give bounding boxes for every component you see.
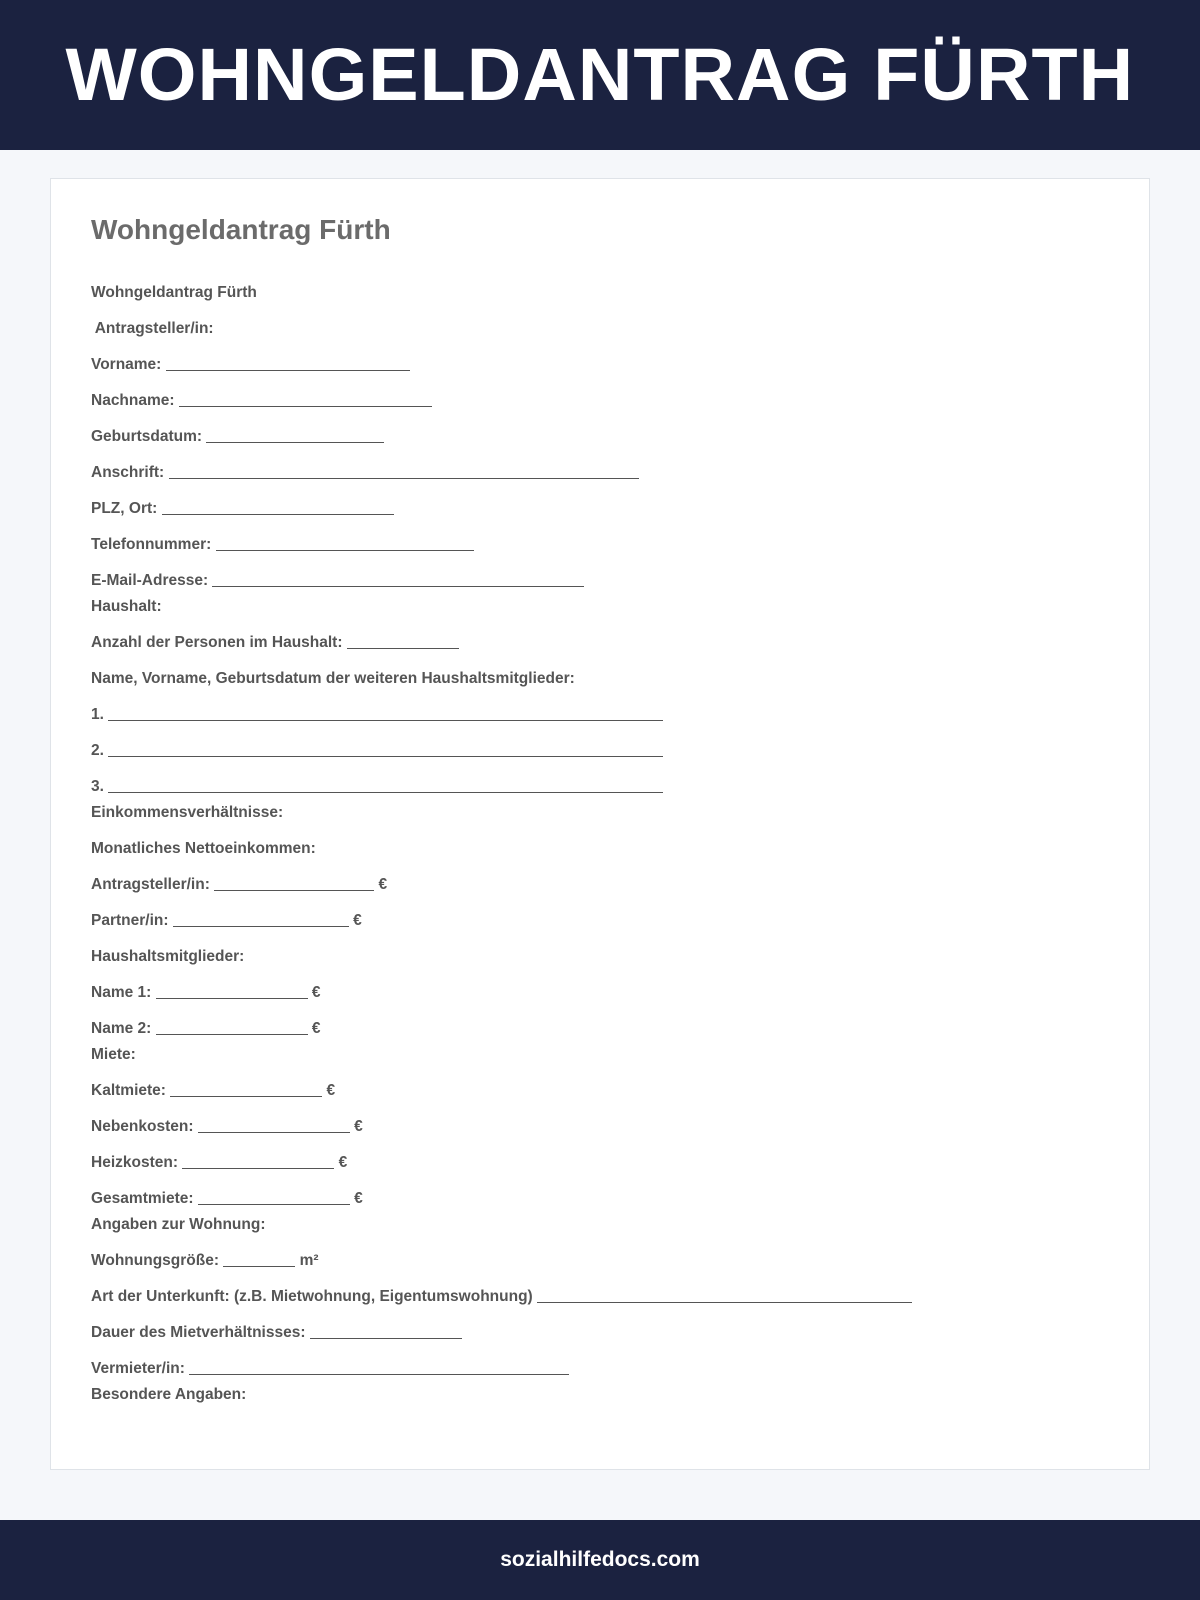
field-member-1-write-in-rule[interactable] [108, 705, 663, 721]
section-household-label: Haushalt: [91, 597, 162, 615]
field-anzahl-personen-label: Anzahl der Personen im Haushalt: [91, 633, 347, 651]
field-email [91, 568, 1109, 594]
field-income-applicant-write-in-rule[interactable] [214, 875, 374, 891]
form-heading: Wohngeldantrag Fürth [91, 283, 257, 301]
field-income-name-2-write-in-rule[interactable] [156, 1019, 308, 1035]
field-member-1 [91, 702, 1109, 728]
field-telefonnummer [91, 532, 1109, 558]
section-applicant [91, 316, 1109, 342]
field-gesamtmiete-unit: € [349, 1189, 363, 1207]
label-members [91, 666, 1109, 692]
field-vorname [91, 352, 1109, 378]
field-telefonnummer-label: Telefonnummer: [91, 535, 216, 553]
field-anschrift-label: Anschrift: [91, 463, 169, 481]
field-nebenkosten-write-in-rule[interactable] [198, 1117, 350, 1133]
field-kaltmiete-unit: € [322, 1081, 336, 1099]
field-dauer-miete [91, 1320, 1109, 1346]
field-art-unterkunft-write-in-rule[interactable] [537, 1287, 912, 1303]
label-net-income-label: Monatliches Nettoeinkommen: [91, 839, 316, 857]
field-anschrift [91, 460, 1109, 486]
field-geburtsdatum [91, 424, 1109, 450]
document-card [50, 178, 1150, 1470]
page-header-title: WOHNGELDANTRAG FÜRTH [65, 33, 1135, 116]
field-anzahl-personen [91, 630, 1109, 656]
field-kaltmiete-label: Kaltmiete: [91, 1081, 171, 1099]
document-title: Wohngeldantrag Fürth [91, 214, 391, 245]
field-telefonnummer-write-in-rule[interactable] [216, 535, 474, 551]
field-income-name-2-unit: € [307, 1019, 321, 1037]
field-member-1-label: 1. [91, 705, 109, 723]
field-wohnungsgroesse-unit: m² [295, 1251, 319, 1269]
field-plz-ort-label: PLZ, Ort: [91, 499, 162, 517]
section-income-label: Einkommensverhältnisse: [91, 803, 284, 821]
field-anschrift-write-in-rule[interactable] [169, 463, 639, 479]
field-income-applicant-unit: € [374, 875, 388, 893]
field-art-unterkunft [91, 1284, 1109, 1310]
label-members-label: Name, Vorname, Geburtsdatum der weiteren Haushaltsmitglieder: [91, 669, 575, 687]
field-income-name-1 [91, 980, 1109, 1006]
section-income [91, 800, 1109, 826]
field-heizkosten-label: Heizkosten: [91, 1153, 183, 1171]
field-member-3-write-in-rule[interactable] [108, 777, 663, 793]
section-household [91, 594, 1109, 620]
field-dauer-miete-write-in-rule[interactable] [310, 1323, 462, 1339]
page-header-banner [0, 0, 1200, 150]
field-nachname-label: Nachname: [91, 391, 179, 409]
field-plz-ort [91, 496, 1109, 522]
field-income-partner-write-in-rule[interactable] [173, 911, 349, 927]
field-income-name-2-label: Name 2: [91, 1019, 156, 1037]
form-body [91, 280, 1109, 1408]
field-nebenkosten-unit: € [349, 1117, 363, 1135]
field-member-2-write-in-rule[interactable] [108, 741, 663, 757]
field-vermieter-write-in-rule[interactable] [189, 1359, 569, 1375]
footer-site-name: sozialhilfedocs.com [500, 1548, 700, 1571]
field-email-label: E-Mail-Adresse: [91, 571, 213, 589]
field-vermieter [91, 1356, 1109, 1382]
page-content-area [0, 150, 1200, 1520]
field-income-partner-unit: € [348, 911, 362, 929]
field-member-2-label: 2. [91, 741, 109, 759]
label-household-members [91, 944, 1109, 970]
label-household-members-label: Haushaltsmitglieder: [91, 947, 245, 965]
field-anzahl-personen-write-in-rule[interactable] [347, 633, 459, 649]
field-nebenkosten [91, 1114, 1109, 1140]
form-lines-container [91, 316, 1109, 1408]
field-income-partner-label: Partner/in: [91, 911, 173, 929]
field-member-2 [91, 738, 1109, 764]
field-gesamtmiete [91, 1186, 1109, 1212]
section-rent [91, 1042, 1109, 1068]
field-heizkosten-write-in-rule[interactable] [182, 1153, 334, 1169]
field-art-unterkunft-label: Art der Unterkunft: (z.B. Mietwohnung, Eigentumswohnung) [91, 1287, 538, 1305]
field-member-3-label: 3. [91, 777, 109, 795]
field-nebenkosten-label: Nebenkosten: [91, 1117, 198, 1135]
field-vorname-write-in-rule[interactable] [166, 355, 410, 371]
field-income-name-1-label: Name 1: [91, 983, 156, 1001]
page-footer [0, 1520, 1200, 1600]
section-special-label: Besondere Angaben: [91, 1385, 247, 1403]
section-apartment-label: Angaben zur Wohnung: [91, 1215, 266, 1233]
field-gesamtmiete-label: Gesamtmiete: [91, 1189, 198, 1207]
section-special [91, 1382, 1109, 1408]
field-heizkosten [91, 1150, 1109, 1176]
field-geburtsdatum-write-in-rule[interactable] [206, 427, 384, 443]
label-net-income [91, 836, 1109, 862]
field-wohnungsgroesse-label: Wohnungsgröße: [91, 1251, 224, 1269]
field-nachname-write-in-rule[interactable] [179, 391, 432, 407]
field-email-write-in-rule[interactable] [212, 571, 584, 587]
field-wohnungsgroesse-write-in-rule[interactable] [223, 1251, 295, 1267]
field-member-3 [91, 774, 1109, 800]
field-kaltmiete [91, 1078, 1109, 1104]
field-wohnungsgroesse [91, 1248, 1109, 1274]
field-heizkosten-unit: € [334, 1153, 348, 1171]
field-income-name-1-unit: € [307, 983, 321, 1001]
field-gesamtmiete-write-in-rule[interactable] [198, 1189, 350, 1205]
section-applicant-label: Antragsteller/in: [91, 319, 214, 337]
field-kaltmiete-write-in-rule[interactable] [170, 1081, 322, 1097]
field-vermieter-label: Vermieter/in: [91, 1359, 190, 1377]
field-nachname [91, 388, 1109, 414]
field-geburtsdatum-label: Geburtsdatum: [91, 427, 207, 445]
field-vorname-label: Vorname: [91, 355, 166, 373]
field-income-applicant-label: Antragsteller/in: [91, 875, 215, 893]
field-plz-ort-write-in-rule[interactable] [162, 499, 394, 515]
section-rent-label: Miete: [91, 1045, 136, 1063]
field-income-applicant [91, 872, 1109, 898]
field-income-partner [91, 908, 1109, 934]
field-income-name-1-write-in-rule[interactable] [156, 983, 308, 999]
field-dauer-miete-label: Dauer des Mietverhältnisses: [91, 1323, 310, 1341]
field-income-name-2 [91, 1016, 1109, 1042]
section-apartment [91, 1212, 1109, 1238]
